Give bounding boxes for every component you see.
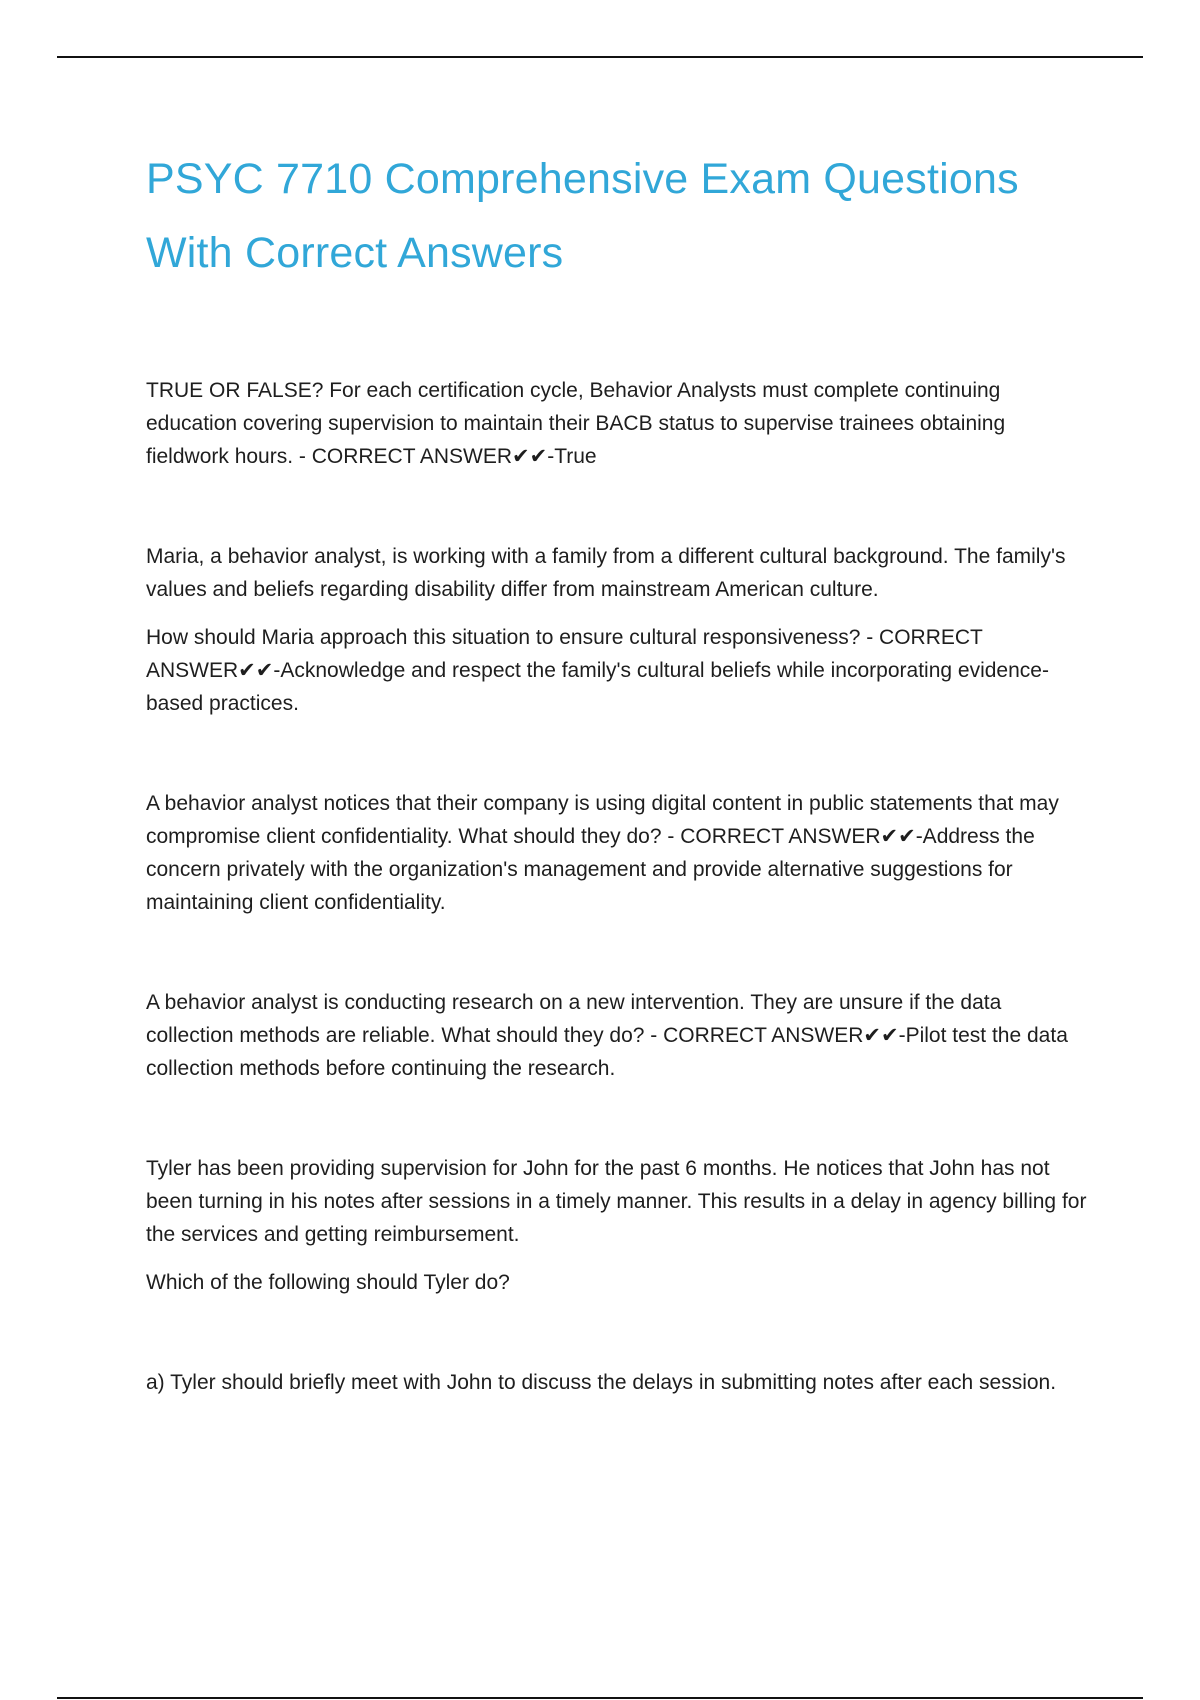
question-entry-6	[146, 1366, 1090, 1399]
question-text: Tyler has been providing supervision for John for the past 6 months. He notices that John has not been turning in his notes after sessions in a timely manner. This results in a delay in agency billing for the services and getting reimbursement.	[146, 1157, 1087, 1246]
question-text: How should Maria approach this situation to ensure cultural responsiveness? - CORRECT ANSWER✔✔-Acknowledge and respect the family's cultural beliefs while incorporating evidence-based practices.	[146, 626, 1049, 715]
title-line-1: PSYC 7710 Comprehensive Exam Questions	[146, 155, 1019, 203]
question-entry-2	[146, 540, 1090, 720]
question-list	[146, 374, 1090, 1399]
document-title	[146, 142, 1090, 290]
document-body	[146, 142, 1090, 1466]
question-text: A behavior analyst is conducting research on a new intervention. They are unsure if the data collection methods are reliable. What should they do? - CORRECT ANSWER✔✔-Pilot test the data collection methods before continuing the research.	[146, 991, 1068, 1080]
question-entry-4	[146, 986, 1090, 1085]
top-rule	[57, 56, 1143, 58]
question-entry-3	[146, 787, 1090, 919]
question-text: Maria, a behavior analyst, is working with a family from a different cultural background. The family's values and beliefs regarding disability differ from mainstream American culture.	[146, 545, 1066, 601]
question-entry-5	[146, 1152, 1090, 1299]
question-text: TRUE OR FALSE? For each certification cycle, Behavior Analysts must complete continuing education covering supervision to maintain their BACB status to supervise trainees obtaining fieldwork hours. - CORRECT ANSWER✔✔-True	[146, 379, 1006, 468]
answer-option: a) Tyler should briefly meet with John to discuss the delays in submitting notes after each session.	[146, 1371, 1057, 1394]
question-text: Which of the following should Tyler do?	[146, 1271, 510, 1294]
question-text: A behavior analyst notices that their company is using digital content in public statements that may compromise client confidentiality. What should they do? - CORRECT ANSWER✔✔-Address the concern privately with the organization's management and provide alternative suggestions for maintaining client confidentiality.	[146, 792, 1059, 914]
bottom-rule	[57, 1697, 1143, 1699]
title-line-2: With Correct Answers	[146, 229, 564, 277]
question-entry-1	[146, 374, 1090, 473]
